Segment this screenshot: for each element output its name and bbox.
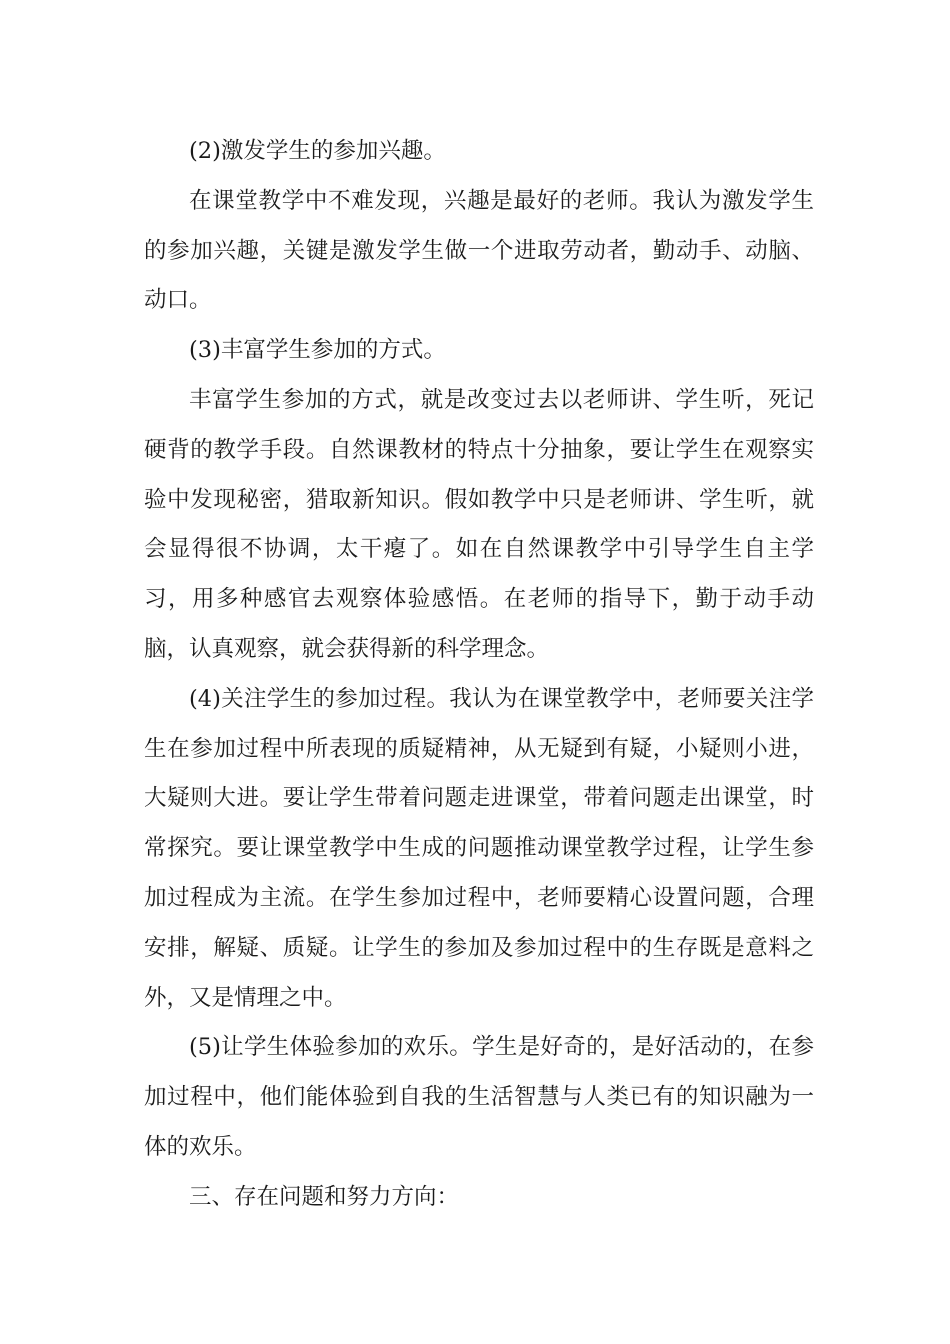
paragraph-methods: 丰富学生参加的方式，就是改变过去以老师讲、学生听，死记硬背的教学手段。自然课教材的特点十分抽象，要让学生在观察实验中发现秘密，猎取新知识。假如教学中只是老师讲、学生听，就会显得很不协调，太干瘪了。如在自然课教学中引导学生自主学习，用多种感官去观察体验感悟。在老师的指导下，勤于动手动脑，认真观察，就会获得新的科学理念。: [144, 386, 814, 662]
paragraph-3-heading: (3)丰富学生参加的方式。: [189, 337, 446, 364]
paragraph-joy: (5)让学生体验参加的欢乐。学生是好奇的，是好活动的，在参加过程中，他们能体验到自我的生活智慧与人类已有的知识融为一体的欢乐。: [144, 1034, 814, 1160]
document-body: [144, 127, 814, 1223]
section-heading-problems: 三、存在问题和努力方向：: [189, 1183, 460, 1210]
paragraph-2-heading: (2)激发学生的参加兴趣。: [189, 138, 446, 164]
paragraph-process: (4)关注学生的参加过程。我认为在课堂教学中，老师要关注学生在参加过程中所表现的质疑精神，从无疑到有疑，小疑则小进，大疑则大进。要让学生带着问题走进课堂，带着问题走出课堂，时常探究。要让课堂教学中生成的问题推动课堂教学过程，让学生参加过程成为主流。在学生参加过程中，老师要精心设置问题，合理安排，解疑、质疑。让学生的参加及参加过程中的生存既是意料之外，又是情理之中。: [144, 685, 814, 1011]
paragraph-interest: 在课堂教学中不难发现，兴趣是最好的老师。我认为激发学生的参加兴趣，关键是激发学生做一个进取劳动者，勤动手、动脑、动口。: [144, 187, 814, 314]
